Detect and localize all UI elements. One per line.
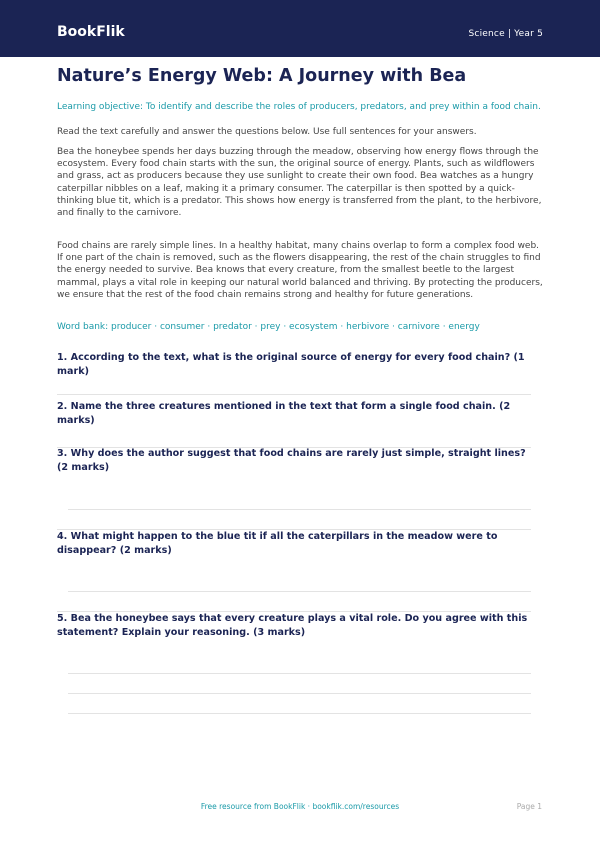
subject-label: Science | Year 5	[468, 29, 543, 39]
question-5: 5. Bea the honeybee says that every creature plays a vital role. Do you agree with this statement? Explain your reasoning. (3 marks)	[57, 613, 528, 638]
question-divider	[57, 394, 531, 395]
question-3: 3. Why does the author suggest that food chains are rarely just simple, straight lines? (2 marks)	[57, 448, 526, 473]
question-1: 1. According to the text, what is the original source of energy for every food chain? (1 mark)	[57, 352, 525, 377]
answer-line[interactable]	[68, 509, 531, 510]
brand-logo: BookFlik	[57, 24, 125, 40]
reading-paragraph-2: Food chains are rarely simple lines. In a healthy habitat, many chains overlap to form a complex food web. If one part of the chain is removed, such as the flowers disappearing, the rest of the chain struggles to find the energy needed to survive. Bea knows that every creature, from the smallest beetle to the largest mammal, plays a vital role in keeping our natural world balanced and thriving. By protecting the producers, we ensure that the rest of the food chain remains strong and healthy for future generations.	[57, 241, 543, 300]
instructions: Read the text carefully and answer the questions below. Use full sentences for your answers.	[57, 127, 477, 137]
footer-credit: Free resource from BookFlik · bookflik.com/resources	[200, 802, 400, 811]
reading-paragraph-1: Bea the honeybee spends her days buzzing through the meadow, observing how energy flows through the ecosystem. Every food chain starts with the sun, the original source of energy. Plants, such as wildflowers and grass, act as producers because they use sunlight to create their own food. Bea watches as a hungry caterpillar nibbles on a leaf, making it a primary consumer. The caterpillar is then spotted by a quick-thinking blue tit, which is a predator. This shows how energy is transferred from the plant, to the herbivore, and finally to the carnivore.	[57, 147, 542, 219]
word-bank: Word bank: producer · consumer · predator · prey · ecosystem · herbivore · carnivore · energy	[57, 322, 480, 332]
page-number: Page 1	[516, 802, 542, 811]
question-4: 4. What might happen to the blue tit if all the caterpillars in the meadow were to disappear? (2 marks)	[57, 531, 498, 556]
question-2: 2. Name the three creatures mentioned in the text that form a single food chain. (2 marks)	[57, 401, 511, 426]
worksheet-title: Nature’s Energy Web: A Journey with Bea	[57, 66, 467, 86]
learning-objective: Learning objective: To identify and describe the roles of producers, predators, and prey within a food chain.	[57, 102, 541, 112]
page-header	[0, 0, 600, 57]
answer-line[interactable]	[68, 713, 531, 714]
answer-line[interactable]	[68, 673, 531, 674]
answer-line[interactable]	[68, 591, 531, 592]
answer-line[interactable]	[68, 693, 531, 694]
